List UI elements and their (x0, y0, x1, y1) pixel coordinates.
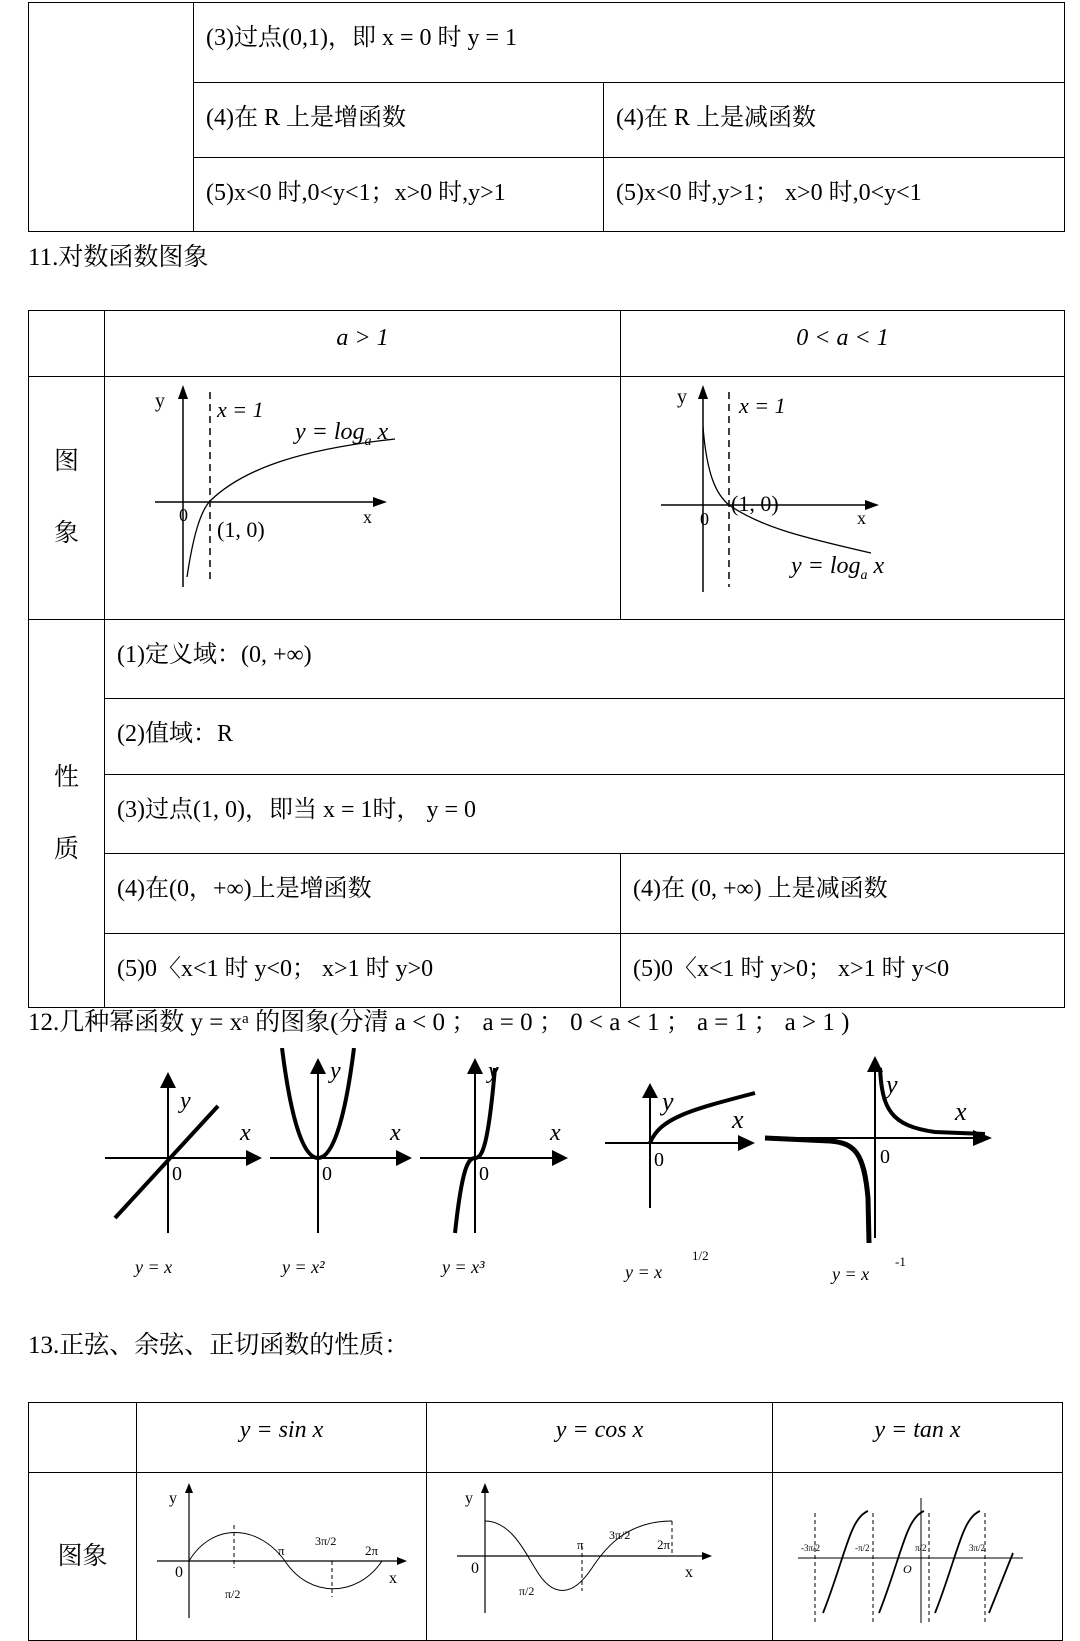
svg-text:0: 0 (172, 1163, 182, 1185)
svg-text:O: O (903, 1562, 912, 1576)
svg-text:x: x (240, 1120, 251, 1146)
svg-text:π: π (278, 1543, 285, 1558)
svg-text:x: x (955, 1097, 967, 1126)
svg-text:3π/2: 3π/2 (609, 1528, 631, 1542)
svg-text:x: x (550, 1120, 561, 1146)
svg-text:1/2: 1/2 (692, 1248, 709, 1263)
svg-text:π/2: π/2 (225, 1587, 241, 1601)
svg-text:0: 0 (471, 1560, 479, 1577)
power-graph-sqrt (605, 1083, 755, 1282)
section-13-title: 13.正弦、余弦、正切函数的性质： (28, 1332, 410, 1359)
corner-cell (29, 311, 105, 377)
svg-text:y: y (465, 1490, 473, 1507)
graph-row-label: 图 象 (29, 377, 105, 620)
cos-graph (427, 1473, 773, 1633)
svg-text:y: y (330, 1058, 341, 1084)
svg-text:0: 0 (175, 1564, 183, 1581)
exp-prop-5-left: (5)x<0 时,0<y<1；x>0 时,y>1 (206, 180, 506, 206)
svg-text:0: 0 (322, 1163, 332, 1185)
log-graph-decreasing (621, 377, 1065, 612)
x-axis-label: x (363, 507, 372, 527)
svg-text:π: π (577, 1537, 584, 1552)
label-cell-empty (29, 3, 194, 232)
log-prop-sign-left: (5)0〈x<1 时 y<0； x>1 时 y>0 (117, 956, 434, 982)
y-axis-label: y (155, 390, 165, 412)
svg-text:0: 0 (654, 1149, 664, 1171)
cos-graph-cell (427, 1473, 773, 1641)
power-graph-reciprocal (765, 1056, 992, 1284)
svg-text:π/2: π/2 (915, 1543, 927, 1553)
svg-text:-3π/2: -3π/2 (801, 1543, 821, 1553)
exp-prop-4-decreasing: (4)在 R 上是减函数 (616, 105, 816, 131)
tan-graph (773, 1473, 1063, 1633)
svg-text:y: y (180, 1088, 191, 1114)
graph-row-label: 图象 (29, 1473, 137, 1641)
origin-label: 0 (179, 505, 188, 525)
svg-text:x: x (389, 1570, 397, 1587)
curve-label: $y = \log_a x$ (791, 553, 885, 583)
svg-text:y: y (662, 1087, 674, 1116)
exp-prop-3: (3)过点(0,1)，即 x = 0 时 y = 1 (206, 25, 518, 51)
header-cos: y = cos x (555, 1417, 644, 1443)
header-sin: y = sin x (239, 1417, 324, 1443)
curve-label: $y = \log_a x$ (295, 419, 389, 449)
power-graph-linear (105, 1072, 262, 1277)
y-axis-label: y (677, 386, 687, 408)
properties-row-label: 性 质 (29, 620, 105, 1008)
log-prop-decreasing: (4)在 (0, +∞) 上是减函数 (633, 876, 888, 902)
svg-text:y: y (886, 1070, 898, 1099)
svg-text:y = x³: y = x³ (442, 1257, 485, 1277)
x-axis-label: x (857, 508, 866, 528)
power-graph-cube (420, 1058, 568, 1277)
asymptote-label: x = 1 (217, 397, 264, 422)
svg-text:y = x²: y = x² (282, 1257, 325, 1277)
svg-text:y = x: y = x (832, 1264, 870, 1284)
section-11-title: 11.对数函数图象 (28, 244, 209, 271)
section-12-title: 12.几种幂函数 y = xᵃ 的图象(分清 a < 0 ； a = 0 ； 0 < a < 1 ； a = 1 ； a > 1 ) (28, 1009, 850, 1036)
svg-text:y = x: y = x (135, 1257, 173, 1277)
logarithm-table (28, 310, 1065, 1008)
log-graph-decreasing-cell (621, 377, 1065, 620)
svg-text:0: 0 (880, 1146, 890, 1168)
corner-cell (29, 1403, 137, 1473)
log-prop-sign-right: (5)0〈x<1 时 y>0； x>1 时 y<0 (633, 956, 950, 982)
svg-text:π/2: π/2 (519, 1584, 535, 1598)
svg-text:y = x: y = x (625, 1262, 663, 1282)
svg-text:y: y (169, 1490, 177, 1507)
svg-text:x: x (685, 1564, 693, 1581)
svg-text:3π/2: 3π/2 (969, 1543, 986, 1553)
svg-text:x: x (732, 1105, 744, 1134)
svg-text:2π: 2π (657, 1537, 671, 1552)
power-graph-square (270, 1048, 412, 1277)
exp-prop-5-right: (5)x<0 时,y>1； x>0 时,0<y<1 (616, 180, 922, 206)
svg-text:-π/2: -π/2 (855, 1543, 870, 1553)
sin-graph-cell (137, 1473, 427, 1641)
log-graph-increasing-cell (105, 377, 621, 620)
svg-text:x: x (390, 1120, 401, 1146)
sin-graph (137, 1473, 427, 1633)
point-label: (1, 0) (731, 491, 779, 516)
exp-prop-4-increasing: (4)在 R 上是增函数 (206, 105, 406, 131)
power-function-graphs (0, 1048, 1080, 1288)
trig-table (28, 1402, 1063, 1641)
tan-graph-cell (773, 1473, 1063, 1641)
exponential-properties-table (28, 2, 1065, 232)
svg-text:y: y (488, 1058, 499, 1084)
log-prop-range: (2)值域：R (117, 721, 233, 747)
header-tan: y = tan x (874, 1417, 961, 1443)
asymptote-label: x = 1 (739, 393, 786, 418)
point-label: (1, 0) (217, 517, 265, 542)
svg-text:-1: -1 (895, 1254, 906, 1269)
log-prop-domain: (1)定义域：(0, +∞) (117, 642, 312, 668)
log-prop-increasing: (4)在(0，+∞)上是增函数 (117, 876, 372, 902)
header-a-between-0-1: 0 < a < 1 (796, 325, 889, 351)
origin-label: 0 (700, 509, 709, 529)
log-prop-fixed-point: (3)过点(1, 0)，即当 x = 1时， y = 0 (117, 797, 477, 823)
svg-text:2π: 2π (365, 1543, 379, 1558)
svg-text:0: 0 (479, 1163, 489, 1185)
svg-text:3π/2: 3π/2 (315, 1534, 337, 1548)
log-graph-increasing (105, 377, 621, 612)
header-a-greater-1: a > 1 (336, 325, 389, 351)
